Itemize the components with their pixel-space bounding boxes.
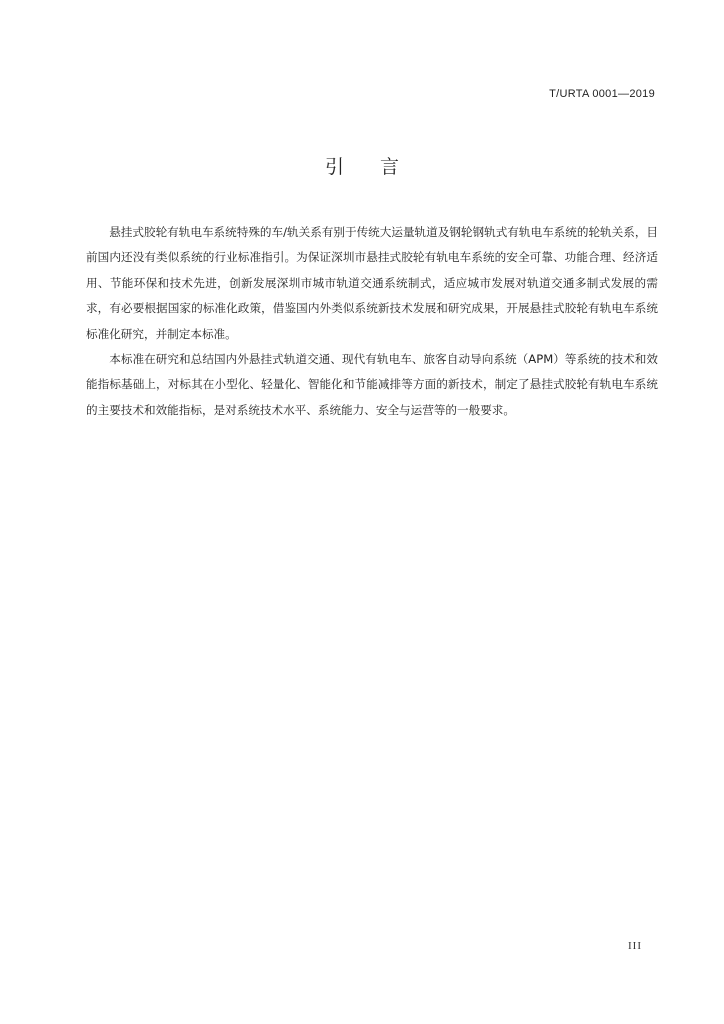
paragraph: 本标准在研究和总结国内外悬挂式轨道交通、现代有轨电车、旅客自动导向系统（APM）等系统的技术和效能指标基础上，对标其在小型化、轻量化、智能化和节能减排等方面的新技术，制定了悬挂式胶轮有轨电车系统的主要技术和效能指标，是对系统技术水平、系统能力、安全与运营等的一般要求。 [86, 352, 658, 417]
section-title: 引言 [324, 156, 435, 178]
document-code: T/URTA 0001—2019 [549, 88, 655, 100]
paragraph: 悬挂式胶轮有轨电车系统特殊的车/轨关系有别于传统大运量轨道及钢轮钢轨式有轨电车系统的轮轨关系，目前国内还没有类似系统的行业标准指引。为保证深圳市悬挂式胶轮有轨电车系统的安全可靠、功能合理、经济适用、节能环保和技术先进，创新发展深圳市城市轨道交通系统制式，适应城市发展对轨道交通多制式发展的需求，有必要根据国家的标准化政策，借鉴国内外类似系统新技术发展和研究成果，开展悬挂式胶轮有轨电车系统标准化研究，并制定本标准。 [86, 225, 659, 341]
page-number: III [628, 940, 642, 952]
body-text [86, 220, 658, 423]
